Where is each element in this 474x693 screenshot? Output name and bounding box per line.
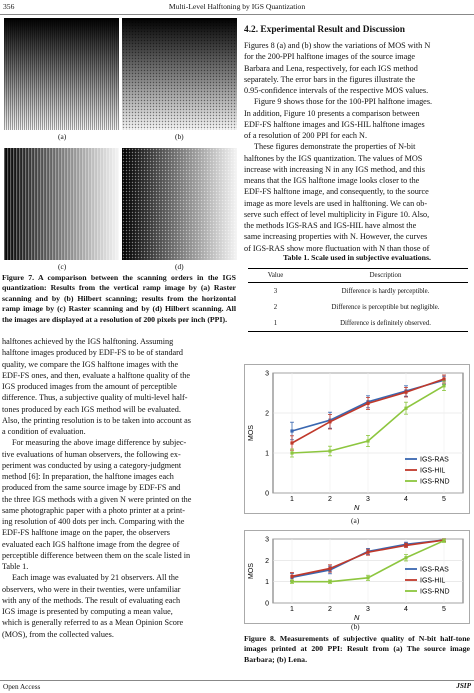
text-line: ing resolution of 400 dots per inch. Comparing with the xyxy=(2,517,185,526)
data-point xyxy=(366,576,369,579)
x-axis-label: N xyxy=(354,613,360,622)
text-line: Each image was evaluated by 21 observers. All the xyxy=(12,573,179,583)
text-line: of a resolution of 200 PPI for each N. xyxy=(244,131,368,140)
text-line: These figures demonstrate the properties of N-bit xyxy=(254,142,416,152)
data-point xyxy=(366,439,369,442)
text-line: difference. Thus, a subjective quality of multi-level half- xyxy=(2,393,188,403)
page-header xyxy=(0,0,474,15)
table-cell: Difference is perceptible but negligible. xyxy=(331,303,440,311)
table1-caption: Table 1. Scale used in subjective evaluations. xyxy=(283,253,431,262)
text-line: EDF-FS halftone image, and consequently, to the source xyxy=(244,187,429,197)
text-line: halftones by the IGS quantization. The values of MOS xyxy=(244,153,423,163)
text-line: observers, who were in their twenties, were unfamiliar xyxy=(2,584,181,594)
data-point xyxy=(366,551,369,554)
figure8-chart-b xyxy=(244,530,470,624)
text-line: means that the IGS halftone image looks closer to the xyxy=(244,176,420,185)
data-point xyxy=(366,402,369,405)
table1-header-value: Value xyxy=(267,272,284,279)
legend-label: IGS-HIL xyxy=(420,577,446,585)
table-cell: 1 xyxy=(273,319,278,327)
text-line: 0.95-confidence intervals of the respective MOS values. xyxy=(244,86,429,95)
data-point xyxy=(404,391,407,394)
y-tick-label: 0 xyxy=(265,490,269,498)
data-point xyxy=(404,544,407,547)
x-tick-label: 1 xyxy=(290,496,294,503)
text-line: EDF-FS halftone image on the paper, the observers xyxy=(2,528,170,538)
text-line: Table 1. xyxy=(2,562,29,571)
text-line: Figure 9 shows those for the 100-PPI halftone images. xyxy=(254,97,433,107)
text-line: for the 200-PPI halftone images of the source image xyxy=(244,52,415,62)
text-line: Figures 8 (a) and (b) show the variations of MOS with N xyxy=(244,41,431,50)
table-row xyxy=(248,299,468,315)
text-line: separately. The error bars in the figures illustrate the xyxy=(244,74,415,84)
x-tick-label: 2 xyxy=(328,496,332,503)
table-row xyxy=(248,283,468,300)
text-line: halftones achieved by the IGS halftoning. Assuming xyxy=(2,337,174,346)
text-line: same photographic paper with a photo printer at a print- xyxy=(2,505,186,515)
text-line: tones produced by each IGS method will be evaluated. xyxy=(2,404,181,414)
x-tick-label: 4 xyxy=(404,606,408,613)
data-point xyxy=(328,449,331,452)
y-tick-label: 3 xyxy=(265,536,269,544)
figure7-label-d: (d) xyxy=(175,262,184,271)
figure7-image-b xyxy=(122,18,237,130)
data-point xyxy=(290,451,293,454)
page-number: 356 xyxy=(3,2,15,11)
table1-header-description: Description xyxy=(369,272,402,279)
legend-label: IGS-RND xyxy=(420,588,450,596)
figure7-caption: Figure 7. A comparison between the scanning orders in the IGS quantization: Results from the vertical ramp image by (a) Raster scanning and by (b) Hilbert scanning; results from the horizontal ramp image by (c) Raster scanning and by (d) Hilbert scanning. All the images are displayed at a resolution of 200 pixels per inch (PPI). xyxy=(2,273,236,324)
table-cell: Difference is definitely observed. xyxy=(340,319,431,327)
right-column-body xyxy=(244,40,470,254)
x-tick-label: 4 xyxy=(404,496,408,503)
x-axis-label: N xyxy=(354,503,360,512)
text-line: For measuring the above image difference by subjec- xyxy=(12,438,187,448)
figure7-image-c xyxy=(4,148,119,260)
data-point xyxy=(290,580,293,583)
table-cell: Difference is hardly perceptible. xyxy=(341,287,430,295)
text-line: IGS produced images from the amount of perceptible xyxy=(2,382,177,391)
text-line: image as more levels are used in halftoning. We can ob- xyxy=(244,198,428,208)
text-line: Barbara and Lena, respectively, for each IGS method xyxy=(244,63,418,73)
text-line: EDF-FS halftone images and IGS-HIL halftone images xyxy=(244,119,425,129)
y-axis-label: MOS xyxy=(248,563,255,579)
footer-open-access: Open Access xyxy=(3,683,41,691)
text-line: In addition, Figure 10 presents a comparison between xyxy=(244,108,420,118)
text-line: halftone images produced by EDF-FS to be of standard xyxy=(2,348,183,358)
data-point xyxy=(290,441,293,444)
text-line: the methods IGS-RAS and IGS-HIL have almost the xyxy=(244,221,417,230)
data-point xyxy=(290,429,293,432)
text-line: Also, the printing resolution is to be taken into account as xyxy=(2,415,191,425)
x-tick-label: 3 xyxy=(366,606,370,613)
legend-label: IGS-RND xyxy=(420,478,450,486)
page-footer xyxy=(0,680,474,693)
y-tick-label: 1 xyxy=(265,450,269,458)
x-tick-label: 1 xyxy=(290,606,294,613)
data-point xyxy=(404,407,407,410)
text-line: (MOS), from the collected values. xyxy=(2,629,114,639)
text-line: periment was conducted by using a category-judgment xyxy=(2,460,182,470)
text-line: with any of the methods. The result of evaluating each xyxy=(2,595,181,605)
figure8-label-a: (a) xyxy=(351,516,360,525)
footer-journal: JSIP xyxy=(456,682,471,690)
data-point xyxy=(442,384,445,387)
text-line: same increasing properties with N. However, the curves xyxy=(244,232,428,242)
text-line: serve such effect of level multiplicity in Figure 10. Also, xyxy=(244,209,430,219)
y-axis-label: MOS xyxy=(248,425,255,441)
figure7-image-a xyxy=(4,18,119,130)
x-tick-label: 3 xyxy=(366,496,370,503)
figure8-chart-a xyxy=(244,364,470,514)
text-line: a condition of evaluation. xyxy=(2,427,86,436)
data-point xyxy=(328,420,331,423)
x-tick-label: 5 xyxy=(442,606,446,613)
figure7-label-c: (c) xyxy=(58,262,67,271)
table-cell: 2 xyxy=(273,303,278,311)
text-line: tive evaluations of human observers, the following ex- xyxy=(2,449,181,459)
data-point xyxy=(442,539,445,542)
data-point xyxy=(290,575,293,578)
text-line: IGS image is presented by computing a mean value, xyxy=(2,607,173,616)
data-point xyxy=(442,377,445,380)
figure7-label-b: (b) xyxy=(175,132,184,141)
left-column-body xyxy=(2,336,236,640)
figure8-caption: Figure 8. Measurements of subjective quality of N-bit half-tone images printed at 200 PPI: Result from (a) The source image Barbara; (b) Lena. xyxy=(244,634,470,664)
y-tick-label: 2 xyxy=(265,410,269,418)
figure7-image-d xyxy=(122,148,237,260)
x-tick-label: 5 xyxy=(442,496,446,503)
text-line: produced from the same source image by EDF-FS and xyxy=(2,483,181,493)
y-tick-label: 3 xyxy=(265,370,269,378)
text-line: perceptible difference between them on the scale listed in xyxy=(2,550,191,560)
x-tick-label: 2 xyxy=(328,606,332,613)
y-tick-label: 0 xyxy=(265,600,269,608)
table1 xyxy=(248,268,468,332)
legend-label: IGS-RAS xyxy=(420,456,449,464)
data-point xyxy=(404,556,407,559)
y-tick-label: 1 xyxy=(265,579,269,587)
legend-label: IGS-RAS xyxy=(420,566,449,574)
text-line: which is generally referred to as a Mean Opinion Score xyxy=(2,618,184,628)
data-point xyxy=(328,567,331,570)
y-tick-label: 2 xyxy=(265,557,269,565)
section-heading: 4.2. Experimental Result and Discussion xyxy=(244,25,405,35)
text-line: EDF-FS ones, and then, evaluate a halftone quality of the xyxy=(2,370,191,380)
legend-label: IGS-HIL xyxy=(420,467,446,475)
text-line: of IGS-RAS show more fluctuation with N than those of xyxy=(244,243,430,253)
text-line: quality, we compare the IGS halftone images with the xyxy=(2,359,179,369)
text-line: the three IGS methods with a given N were printed on the xyxy=(2,494,192,504)
figure8-label-b: (b) xyxy=(351,622,360,631)
text-line: method [6]: In preparation, the halftone images each xyxy=(2,472,174,481)
table-cell: 3 xyxy=(273,287,278,295)
text-line: increase with increasing N in any IGS method, and this xyxy=(244,164,425,174)
running-title: Multi-Level Halftoning by IGS Quantization xyxy=(168,2,306,11)
text-line: evaluated each IGS halftone image from the degree of xyxy=(2,539,180,549)
figure7-label-a: (a) xyxy=(58,132,67,141)
table-row xyxy=(248,315,468,331)
data-point xyxy=(328,580,331,583)
